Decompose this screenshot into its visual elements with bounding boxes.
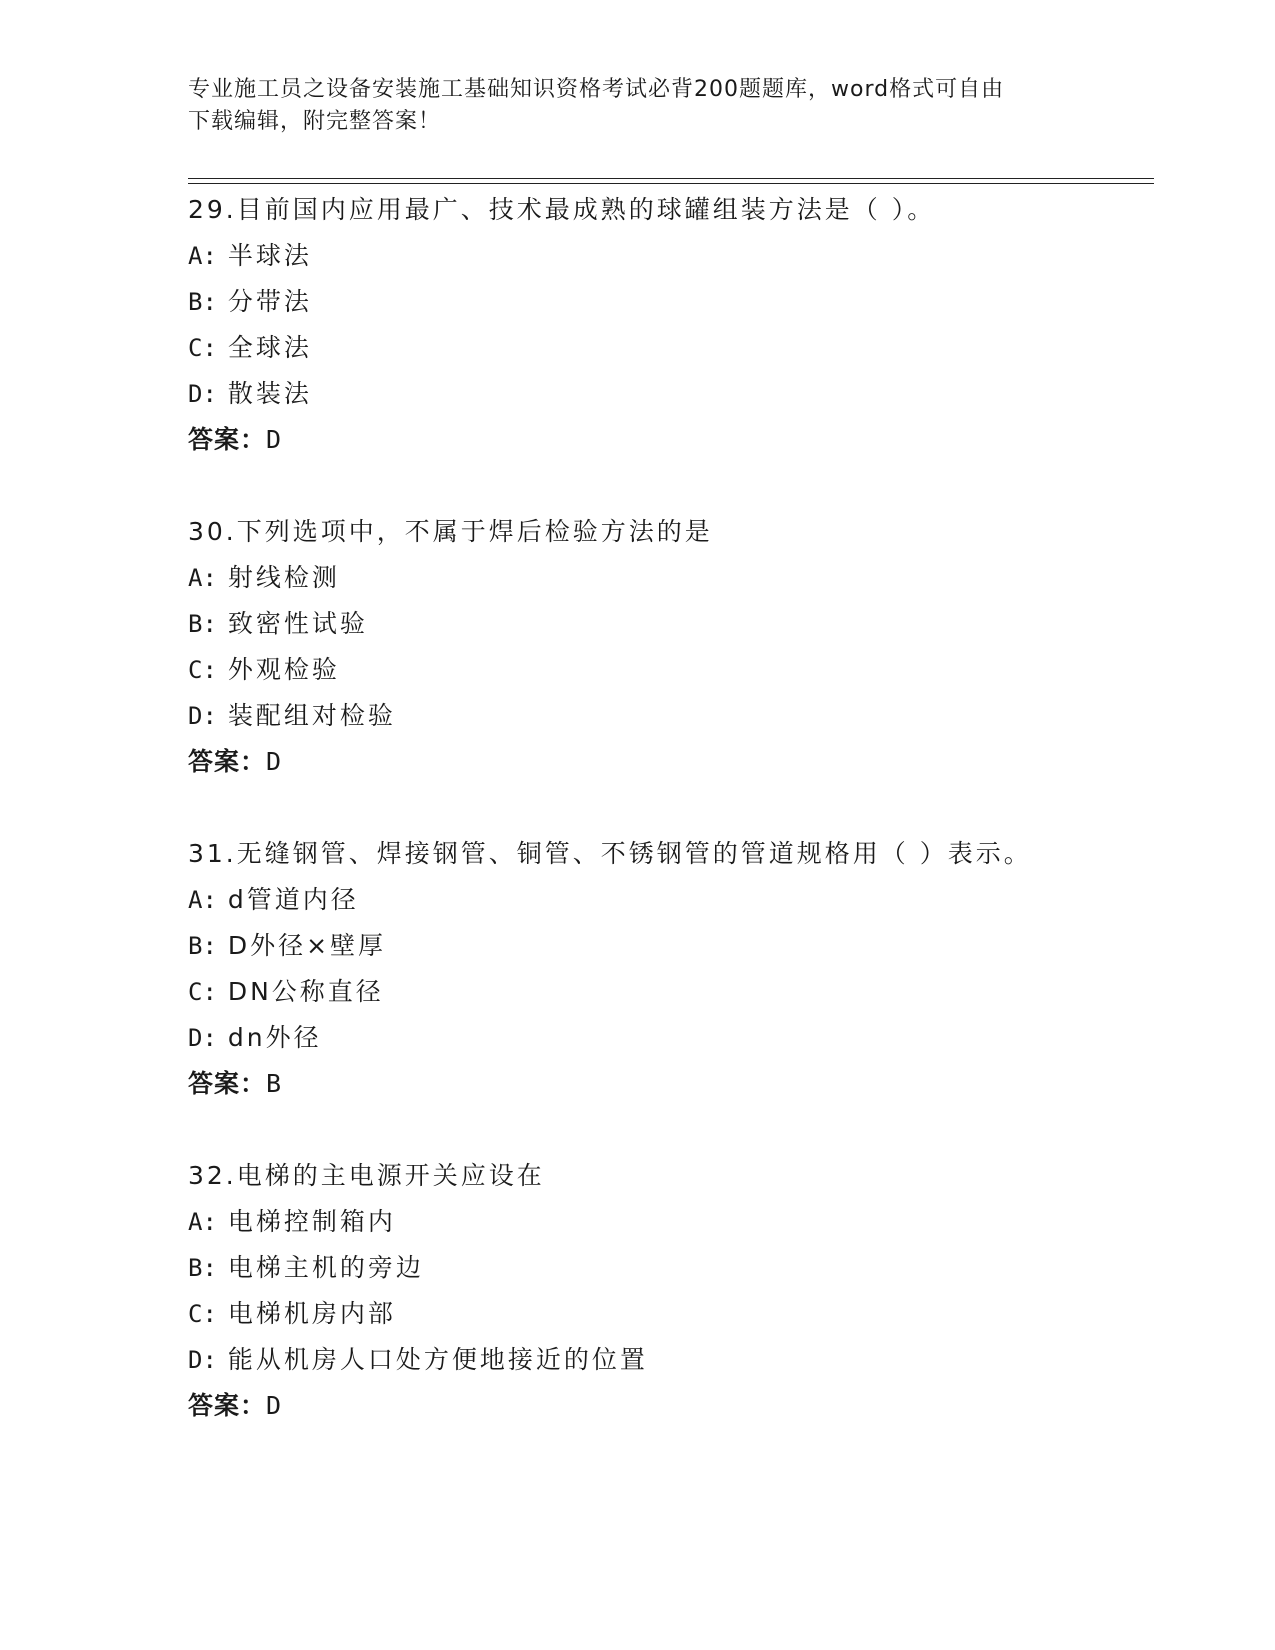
answer-value: D [266,425,283,454]
option-text: 半球法 [227,241,312,270]
option-text: dn外径 [227,1023,322,1052]
option-text: D外径×壁厚 [227,931,387,960]
option-text: 电梯控制箱内 [227,1207,396,1236]
option-c [188,647,1148,693]
option-key: A: [188,886,217,914]
option-text: 装配组对检验 [227,701,396,730]
option-a [188,1199,1148,1245]
header-divider-bottom [188,183,1154,184]
option-key: B: [188,288,217,316]
answer-line [188,1383,1148,1429]
option-key: B: [188,610,217,638]
option-text: d管道内径 [227,885,359,914]
question-stem: 31.无缝钢管、焊接钢管、铜管、不锈钢管的管道规格用（ ）表示。 [188,839,1032,868]
answer-line [188,1061,1148,1107]
option-text: 分带法 [227,287,312,316]
question-32 [188,1153,1148,1429]
option-c [188,1291,1148,1337]
option-key: D: [188,380,217,408]
option-key: C: [188,656,217,684]
option-text: 射线检测 [227,563,340,592]
option-key: D: [188,1346,217,1374]
answer-value: B [266,1069,283,1098]
option-b [188,601,1148,647]
answer-line [188,739,1148,785]
option-d [188,371,1148,417]
question-30 [188,509,1148,785]
answer-label: 答案： [188,1069,267,1098]
option-key: C: [188,978,217,1006]
question-29 [188,187,1148,463]
header-line-2: 下载编辑，附完整答案！ [188,109,442,134]
option-key: B: [188,932,217,960]
option-text: 致密性试验 [227,609,368,638]
option-text: 电梯主机的旁边 [227,1253,424,1282]
question-stem: 29.目前国内应用最广、技术最成熟的球罐组装方法是（ ）。 [188,195,936,224]
header-divider-top [188,178,1154,179]
option-text: DN公称直径 [227,977,384,1006]
answer-line [188,417,1148,463]
answer-label: 答案： [188,747,267,776]
question-stem: 32.电梯的主电源开关应设在 [188,1161,545,1190]
option-d [188,1337,1148,1383]
option-key: A: [188,1208,217,1236]
option-key: D: [188,1024,217,1052]
option-key: A: [188,242,217,270]
option-text: 外观检验 [227,655,340,684]
option-key: C: [188,1300,217,1328]
option-a [188,555,1148,601]
document-header [188,74,1088,138]
option-key: C: [188,334,217,362]
option-key: A: [188,564,217,592]
option-a [188,877,1148,923]
answer-value: D [266,747,283,776]
option-d [188,1015,1148,1061]
header-line-1: 专业施工员之设备安装施工基础知识资格考试必背200题题库，word格式可自由 [188,77,1005,102]
option-text: 散装法 [227,379,312,408]
question-stem: 30.下列选项中，不属于焊后检验方法的是 [188,517,713,546]
option-b [188,923,1148,969]
option-b [188,1245,1148,1291]
option-key: B: [188,1254,217,1282]
option-c [188,325,1148,371]
answer-label: 答案： [188,425,267,454]
answer-label: 答案： [188,1391,267,1420]
option-b [188,279,1148,325]
option-key: D: [188,702,217,730]
question-31 [188,831,1148,1107]
option-text: 全球法 [227,333,312,362]
option-d [188,693,1148,739]
option-c [188,969,1148,1015]
option-text: 电梯机房内部 [227,1299,396,1328]
option-a [188,233,1148,279]
answer-value: D [266,1391,283,1420]
option-text: 能从机房人口处方便地接近的位置 [227,1345,648,1374]
